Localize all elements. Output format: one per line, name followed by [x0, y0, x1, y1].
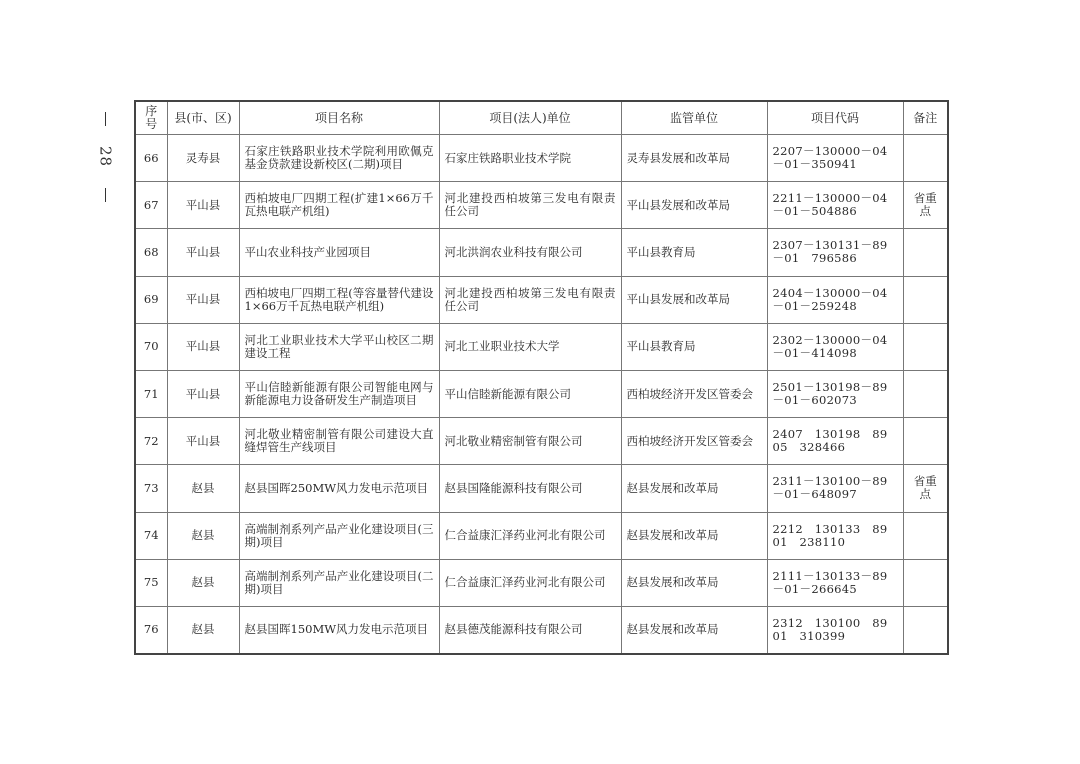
header-project-code: 项目代码	[767, 101, 903, 135]
cell-remark	[903, 323, 948, 370]
cell-project-name: 石家庄铁路职业技术学院利用欧佩克基金贷款建设新校区(二期)项目	[239, 135, 439, 182]
cell-county: 赵县	[167, 512, 239, 559]
cell-project-name: 高端制剂系列产品产业化建设项目(二期)项目	[239, 559, 439, 606]
cell-project-code: 2501－130198－89－01－602073	[767, 370, 903, 417]
table-row	[135, 606, 948, 653]
cell-remark	[903, 135, 948, 182]
cell-supervisor: 西柏坡经济开发区管委会	[621, 418, 767, 465]
cell-project-name: 河北工业职业技术大学平山校区二期建设工程	[239, 323, 439, 370]
cell-project-code: 2207－130000－04－01－350941	[767, 135, 903, 182]
table-row	[135, 370, 948, 417]
cell-seq: 72	[135, 418, 167, 465]
cell-remark	[903, 418, 948, 465]
cell-project-unit: 仁合益康汇泽药业河北有限公司	[439, 559, 621, 606]
cell-county: 赵县	[167, 606, 239, 653]
table-row	[135, 418, 948, 465]
cell-project-unit: 河北洪润农业科技有限公司	[439, 229, 621, 276]
page-number-marker	[88, 112, 122, 202]
cell-project-name: 高端制剂系列产品产业化建设项目(三期)项目	[239, 512, 439, 559]
cell-project-name: 平山农业科技产业园项目	[239, 229, 439, 276]
cell-remark	[903, 512, 948, 559]
project-list-table	[134, 100, 949, 655]
cell-supervisor: 平山县发展和改革局	[621, 182, 767, 229]
cell-project-unit: 赵县国隆能源科技有限公司	[439, 465, 621, 512]
cell-supervisor: 平山县教育局	[621, 229, 767, 276]
cell-remark	[903, 606, 948, 653]
cell-county: 平山县	[167, 323, 239, 370]
cell-supervisor: 西柏坡经济开发区管委会	[621, 370, 767, 417]
cell-supervisor: 赵县发展和改革局	[621, 559, 767, 606]
cell-seq: 69	[135, 276, 167, 323]
cell-project-unit: 河北工业职业技术大学	[439, 323, 621, 370]
page-number: 28	[96, 146, 115, 168]
cell-remark	[903, 370, 948, 417]
header-supervisor: 监管单位	[621, 101, 767, 135]
page-number-dash-top	[105, 112, 106, 126]
table-row	[135, 465, 948, 512]
cell-project-unit: 赵县德茂能源科技有限公司	[439, 606, 621, 653]
cell-supervisor: 赵县发展和改革局	[621, 512, 767, 559]
cell-project-code: 2311－130100－89－01－648097	[767, 465, 903, 512]
cell-project-name: 赵县国晖150MW风力发电示范项目	[239, 606, 439, 653]
cell-county: 平山县	[167, 276, 239, 323]
table-row	[135, 182, 948, 229]
table-header	[135, 101, 948, 135]
cell-project-code: 2212 130133 89 01 238110	[767, 512, 903, 559]
cell-seq: 66	[135, 135, 167, 182]
header-county: 县(市、区)	[167, 101, 239, 135]
cell-project-code: 2404－130000－04－01－259248	[767, 276, 903, 323]
cell-project-code: 2302－130000－04－01－414098	[767, 323, 903, 370]
cell-project-name: 河北敬业精密制管有限公司建设大直缝焊管生产线项目	[239, 418, 439, 465]
header-remark: 备注	[903, 101, 948, 135]
cell-seq: 75	[135, 559, 167, 606]
cell-project-code: 2312 130100 89 01 310399	[767, 606, 903, 653]
cell-project-unit: 河北敬业精密制管有限公司	[439, 418, 621, 465]
header-seq: 序号	[135, 101, 167, 135]
cell-seq: 70	[135, 323, 167, 370]
cell-project-name: 赵县国晖250MW风力发电示范项目	[239, 465, 439, 512]
table-row	[135, 276, 948, 323]
cell-county: 平山县	[167, 370, 239, 417]
table-body	[135, 135, 948, 654]
cell-project-name: 西柏坡电厂四期工程(等容量替代建设1×66万千瓦热电联产机组)	[239, 276, 439, 323]
table-row	[135, 323, 948, 370]
cell-project-unit: 仁合益康汇泽药业河北有限公司	[439, 512, 621, 559]
cell-county: 平山县	[167, 418, 239, 465]
cell-project-code: 2407 130198 89 05 328466	[767, 418, 903, 465]
cell-county: 平山县	[167, 182, 239, 229]
cell-project-unit: 河北建投西柏坡第三发电有限责任公司	[439, 276, 621, 323]
table-row	[135, 229, 948, 276]
cell-seq: 71	[135, 370, 167, 417]
cell-supervisor: 平山县教育局	[621, 323, 767, 370]
header-project-unit: 项目(法人)单位	[439, 101, 621, 135]
cell-seq: 76	[135, 606, 167, 653]
cell-county: 灵寿县	[167, 135, 239, 182]
table-row	[135, 135, 948, 182]
table-row	[135, 512, 948, 559]
cell-project-code: 2307－130131－89－01 796586	[767, 229, 903, 276]
cell-county: 平山县	[167, 229, 239, 276]
cell-supervisor: 平山县发展和改革局	[621, 276, 767, 323]
cell-project-code: 2111－130133－89－01－266645	[767, 559, 903, 606]
cell-seq: 73	[135, 465, 167, 512]
cell-supervisor: 赵县发展和改革局	[621, 465, 767, 512]
cell-seq: 74	[135, 512, 167, 559]
cell-supervisor: 灵寿县发展和改革局	[621, 135, 767, 182]
cell-county: 赵县	[167, 559, 239, 606]
cell-county: 赵县	[167, 465, 239, 512]
cell-remark	[903, 276, 948, 323]
cell-remark	[903, 559, 948, 606]
cell-seq: 68	[135, 229, 167, 276]
cell-project-name: 平山信睦新能源有限公司智能电网与新能源电力设备研发生产制造项目	[239, 370, 439, 417]
table-row	[135, 559, 948, 606]
cell-remark	[903, 229, 948, 276]
cell-project-unit: 平山信睦新能源有限公司	[439, 370, 621, 417]
cell-remark: 省重点	[903, 465, 948, 512]
cell-project-code: 2211－130000－04－01－504886	[767, 182, 903, 229]
cell-project-unit: 石家庄铁路职业技术学院	[439, 135, 621, 182]
header-project-name: 项目名称	[239, 101, 439, 135]
cell-seq: 67	[135, 182, 167, 229]
page-number-dash-bottom	[105, 188, 106, 202]
cell-project-unit: 河北建投西柏坡第三发电有限责任公司	[439, 182, 621, 229]
cell-supervisor: 赵县发展和改革局	[621, 606, 767, 653]
cell-remark: 省重点	[903, 182, 948, 229]
table-header-row	[135, 101, 948, 135]
cell-project-name: 西柏坡电厂四期工程(扩建1×66万千瓦热电联产机组)	[239, 182, 439, 229]
